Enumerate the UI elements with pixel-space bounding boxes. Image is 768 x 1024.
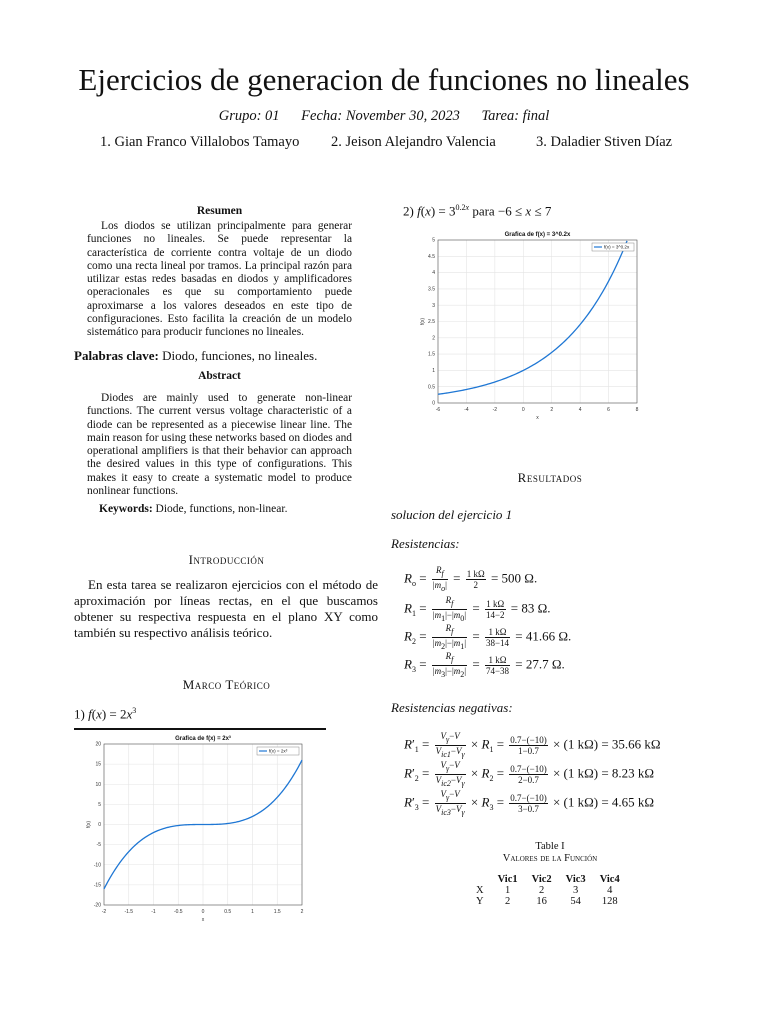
table-cell: 16 — [536, 896, 547, 907]
palabras-clave — [74, 348, 317, 364]
x-tick-label: 2 — [300, 909, 304, 915]
x-tick-label: -1 — [151, 909, 156, 915]
legend-entry: f(x) = 2x³ — [269, 748, 288, 754]
fecha: Fecha: November 30, 2023 — [301, 108, 460, 124]
eq-r0-value: = 500 Ω. — [490, 570, 538, 586]
table-cell: 4 — [607, 885, 613, 896]
x-tick-label: 8 — [635, 407, 639, 413]
item-1: 1) $f(x) = 2x^3$ — [74, 706, 137, 722]
keywords-label: Keywords: — [99, 503, 153, 515]
y-axis-label: f(x) — [86, 820, 92, 829]
eq-r2: $R_2$ = $\frac{R_f}{|m_2|-|m_1|}$ = $\frac{1 k\Omega}{38-14}$ = 41.66 Ω. — [404, 623, 572, 651]
eq-rn3-value: × (1 kΩ) = 4.65 kΩ — [552, 794, 655, 810]
y-tick-label: 3.5 — [428, 286, 435, 293]
y-tick-label: 20 — [95, 741, 101, 748]
author-2: 2. Jeison Alejandro Valencia — [331, 134, 496, 150]
eq-rn1-value: × (1 kΩ) = 35.66 kΩ — [552, 736, 661, 752]
marco-heading: Marco Teórico — [182, 677, 271, 692]
eq-rn1: $R'_1$ = $\frac{V_\gamma-V}{V_{ic1}-V_\gamma}$ × $R_1$ = $\frac{0.7-(-10)}{1-0.7}$ × (1 kΩ) = 35.66 kΩ — [404, 731, 661, 759]
x-axis-label: x — [536, 415, 539, 421]
paper-meta — [0, 108, 768, 125]
resultados-heading: Resultados — [517, 470, 583, 485]
table-cell: 2 — [539, 885, 545, 896]
x-tick-label: 0 — [201, 909, 205, 915]
y-tick-label: 5 — [432, 237, 435, 244]
chart-title: Grafica de f(x) = 2x³ — [175, 736, 231, 742]
grupo: Grupo: 01 — [218, 108, 280, 124]
y-tick-label: 4 — [432, 270, 435, 277]
y-tick-label: -20 — [93, 902, 101, 909]
x-tick-label: -4 — [464, 407, 469, 413]
table-header-cell — [469, 874, 491, 885]
x-tick-label: 1.5 — [273, 909, 281, 915]
eq-rn3: $R'_3$ = $\frac{V_\gamma-V}{V_{ic3}-V_\gamma}$ × $R_3$ = $\frac{0.7-(-10)}{3-0.7}$ × (1 kΩ) = 4.65 kΩ — [404, 789, 655, 817]
resistencias-label: Resistencias: — [391, 536, 460, 551]
x-tick-label: -1.5 — [124, 909, 134, 915]
eq-rn2: $R'_2$ = $\frac{V_\gamma-V}{V_{ic2}-V_\gamma}$ × $R_2$ = $\frac{0.7-(-10)}{2-0.7}$ × (1 kΩ) = 8.23 kΩ — [404, 760, 655, 788]
x-axis-label: x — [201, 917, 205, 921]
eq-r3-value: = 27.7 Ω. — [515, 656, 565, 672]
keywords — [99, 503, 287, 515]
abstract-text: Diodes are mainly used to generate non-linear functions. The current versus voltage characteristic of a diode can be represented as a piecewise linear line. The main reason for using these networks based on diodes and operational amplifiers is that their behavior can approach the desired values in this type of configurations. This makes it easy to create a systematic model to produce nonlinear functions. — [87, 392, 352, 498]
y-tick-label: 10 — [95, 781, 101, 788]
table-cell: 54 — [570, 896, 581, 907]
x-tick-label: -2 — [492, 407, 498, 413]
x-tick-label: 6 — [607, 407, 610, 413]
eq-r1-value: = 83 Ω. — [510, 600, 551, 616]
y-tick-label: -15 — [93, 882, 101, 889]
y-axis-label: f(x) — [420, 317, 426, 326]
x-tick-label: 1 — [251, 909, 254, 915]
item-2: 2) $f(x) = 3^{0.2x}$ para −6 ≤ x ≤ 7 — [403, 203, 552, 219]
abstract-heading: Abstract — [198, 370, 241, 382]
table-header-cell: Vic1 — [497, 874, 518, 885]
table-header-row — [469, 874, 627, 885]
table-cell: Y — [476, 896, 484, 907]
y-tick-label: 1 — [432, 368, 435, 374]
intro-heading: Introducción — [188, 552, 265, 567]
y-tick-label: 2.5 — [428, 319, 435, 326]
intro-text: En esta tarea se realizaron ejercicios con el método de aproximación por líneas rectas, en el que buscamos obtener su respectiva respuesta en el plano XY como también su respectivo análisis teórico. — [74, 577, 378, 640]
eq-r2-value: = 41.66 Ω. — [515, 628, 572, 644]
table-header-cell: Vic4 — [599, 874, 620, 885]
table-row — [469, 896, 627, 907]
y-tick-label: -5 — [96, 842, 101, 849]
eq-r0: $R_o$ = $\frac{R_f}{|m_o|}$ = $\frac{1 k\Omega}{2}$ = 500 Ω. — [404, 565, 538, 593]
paper-title: Ejercicios de generacion de funciones no lineales — [78, 62, 690, 97]
chart-title: Grafica de f(x) = 3^0.2x — [504, 232, 571, 238]
author-1: 1. Gian Franco Villalobos Tamayo — [100, 134, 300, 150]
palabras-label: Palabras clave: — [74, 348, 159, 363]
y-tick-label: 2 — [432, 335, 435, 342]
chart-exponential — [403, 225, 643, 423]
y-tick-label: -10 — [93, 862, 101, 869]
table-caption-number: Table I — [535, 841, 565, 852]
eq-r1: $R_1$ = $\frac{R_f}{|m_1|-|m_0|}$ = $\frac{1 k\Omega}{14-2}$ = 83 Ω. — [404, 595, 551, 623]
chart-cubic — [74, 731, 324, 921]
y-tick-label: 0 — [432, 400, 435, 407]
resumen-text: Los diodos se utilizan principalmente para generar funciones no lineales. Se puede representar la característica de corriente contra voltaje de un diodo como una recta lineal por tramos. La principal razón para utilizar estas redes basadas en diodos y amplificadores operacionales es que su comportamiento puede aproximarse a los valores deseados en este tipo de configuraciones. Esto facilita la creación de un modelo sistemático para producir funciones no lineales. — [87, 220, 352, 339]
x-tick-label: 0.5 — [224, 909, 232, 915]
y-tick-label: 3 — [432, 302, 435, 309]
values-table — [469, 874, 627, 907]
y-tick-label: 4.5 — [428, 253, 435, 260]
table-header-cell: Vic3 — [565, 874, 586, 885]
y-tick-label: 15 — [95, 761, 101, 768]
table-header-cell: Vic2 — [531, 874, 552, 885]
resumen-heading: Resumen — [196, 205, 243, 217]
eq-rn2-value: × (1 kΩ) = 8.23 kΩ — [552, 765, 655, 781]
x-tick-label: 2 — [550, 407, 554, 413]
table-row — [469, 885, 627, 896]
y-tick-label: 0 — [98, 822, 101, 829]
y-tick-label: 5 — [98, 801, 101, 808]
table-cell: 1 — [504, 885, 511, 896]
y-tick-label: 1.5 — [428, 351, 435, 358]
x-tick-label: -0.5 — [173, 909, 183, 915]
resistencias-negativas-label: Resistencias negativas: — [391, 700, 513, 715]
tarea: Tarea: final — [481, 108, 550, 124]
x-tick-label: -6 — [435, 407, 441, 413]
palabras-text: Diodo, funciones, no lineales. — [158, 348, 318, 363]
x-tick-label: 0 — [521, 407, 525, 413]
eq-r3: $R_3$ = $\frac{R_f}{|m_3|-|m_2|}$ = $\frac{1 k\Omega}{74-38}$ = 27.7 Ω. — [404, 651, 565, 679]
rule-line — [74, 728, 326, 730]
table-cell: 128 — [601, 896, 618, 907]
author-3: 3. Daladier Stiven Díaz — [536, 134, 673, 150]
y-tick-label: 0.5 — [428, 384, 435, 391]
chart-background — [74, 731, 324, 921]
x-tick-label: 4 — [578, 407, 582, 413]
table-caption-title: Valores de la Función — [502, 853, 598, 864]
table-cell: 2 — [504, 896, 511, 907]
table-cell: 3 — [573, 885, 579, 896]
table-cell: X — [476, 885, 484, 896]
x-tick-label: -2 — [101, 909, 107, 915]
keywords-text: Diode, functions, non-line​ar. — [152, 503, 288, 515]
solucion-label: solucion del ejercicio 1 — [391, 507, 513, 522]
legend-entry: f(x) = 3^0.2x — [604, 244, 630, 250]
